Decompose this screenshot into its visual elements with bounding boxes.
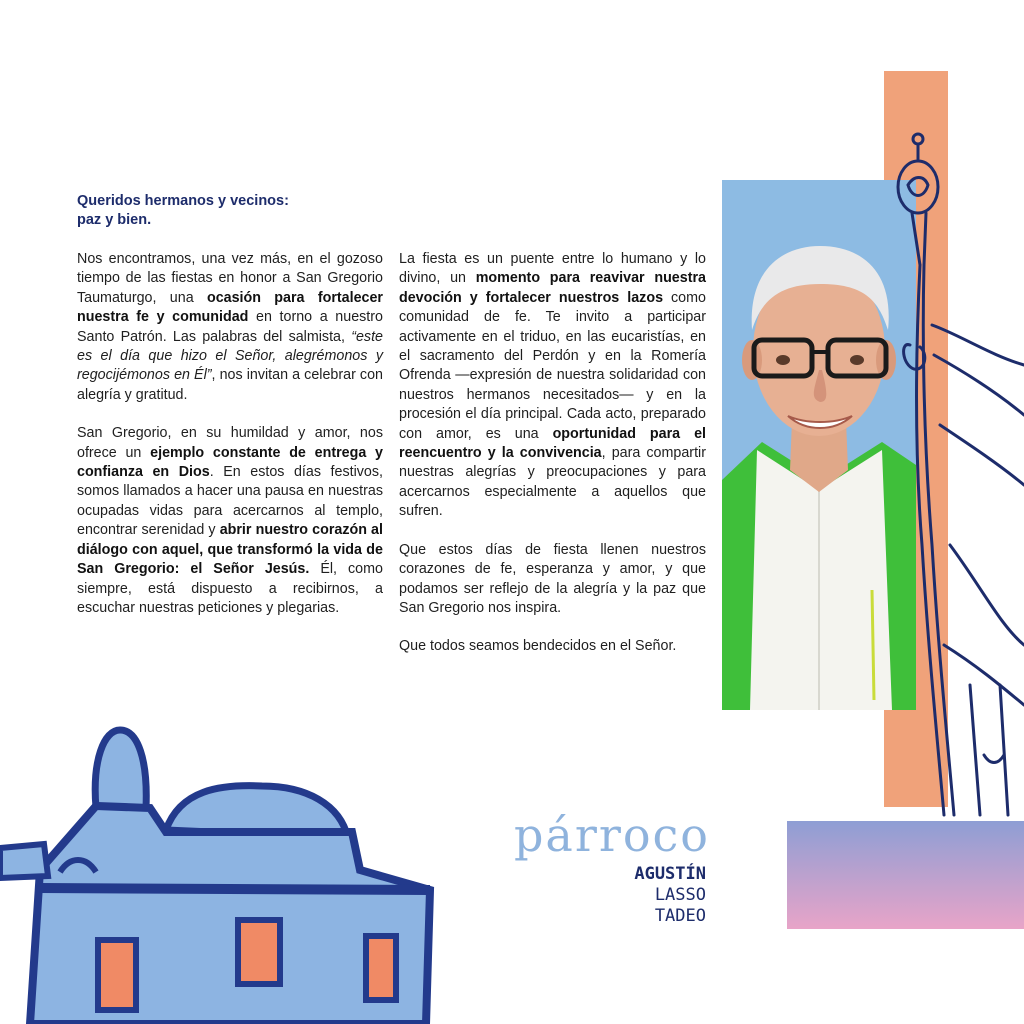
greeting-line-1: Queridos hermanos y vecinos: — [77, 193, 289, 209]
greeting-line-2: paz y bien. — [77, 212, 152, 228]
signature-name — [560, 864, 706, 927]
name-surname-1: LASSO — [654, 885, 706, 905]
paragraph — [399, 250, 706, 522]
text-run: , para compartir nuestras alegrías y preocupaciones y para acercarnos especialmente a aquellos que sufren. — [399, 445, 706, 520]
emphasis-text: oportunidad para el reencuentro y la convivencia — [399, 425, 706, 462]
emphasis-text: momento para reavivar nuestra devoción y fortalecer nuestros lazos — [399, 270, 706, 306]
text-run: Que estos días de fiesta llenen nuestros corazones de fe, esperanza y amor, y que podamos ser reflejo de la alegría y la paz que San Gregorio nos inspira. — [399, 541, 706, 616]
emphasis-text: abrir nuestro corazón al diálogo con aquel, que transformó la vida de San Gregorio: el Señor Jesús. — [77, 522, 383, 578]
letter-greeting — [77, 192, 377, 230]
text-run: . En estos días festivos, somos llamados a hacer una pausa en nuestras ocupadas vidas para acercarnos al templo, encontrar serenidad y — [77, 464, 383, 539]
saint-gregorio-illustration — [880, 125, 1024, 825]
name-first: AGUSTÍN — [634, 864, 706, 884]
text-run: Nos encontramos, una vez más, en el gozoso tiempo de las fiestas en honor a San Gregorio Taumaturgo, una — [77, 251, 383, 306]
paragraph — [77, 250, 383, 405]
signature-title: párroco — [513, 808, 710, 862]
quote-text: “este es el día que hizo el Señor, alegrémonos y regocijémonos en Él” — [77, 328, 383, 384]
church-illustration — [0, 720, 450, 1024]
paragraph — [399, 541, 706, 619]
paragraph — [399, 637, 706, 656]
gradient-accent-box — [787, 821, 1024, 929]
text-run: en torno a nuestro Santo Patrón. Las palabras del salmista, — [77, 309, 383, 345]
text-run: Que todos seamos bendecidos en el Señor. — [399, 638, 677, 655]
letter-column-right — [399, 250, 706, 676]
text-run: como comunidad de fe. Te invito a participar activamente en el triduo, en las eucaristías, en el sacramento del Perdón y en la Romería Ofrenda —expresión de nuestra solidaridad con nuestros hermanos necesitados— y en la procesión el día principal. Cada acto, preparado con amor, es una — [399, 289, 706, 442]
text-run: , nos invitan a celebrar con alegría y gratitud. — [77, 367, 383, 403]
text-run: Él, como siempre, está dispuesto a recibirnos, a escuchar nuestras peticiones y plegarias. — [77, 561, 383, 616]
emphasis-text: ejemplo constante de entrega y confianza en Dios — [77, 444, 383, 481]
emphasis-text: ocasión para fortalecer nuestra fe y comunidad — [77, 289, 383, 326]
text-run: San Gregorio, en su humildad y amor, nos ofrece un — [77, 425, 383, 461]
name-surname-2: TADEO — [654, 906, 706, 926]
letter-column-left — [77, 250, 383, 637]
text-run: La fiesta es un puente entre lo humano y lo divino, un — [399, 251, 706, 287]
paragraph — [77, 424, 383, 618]
